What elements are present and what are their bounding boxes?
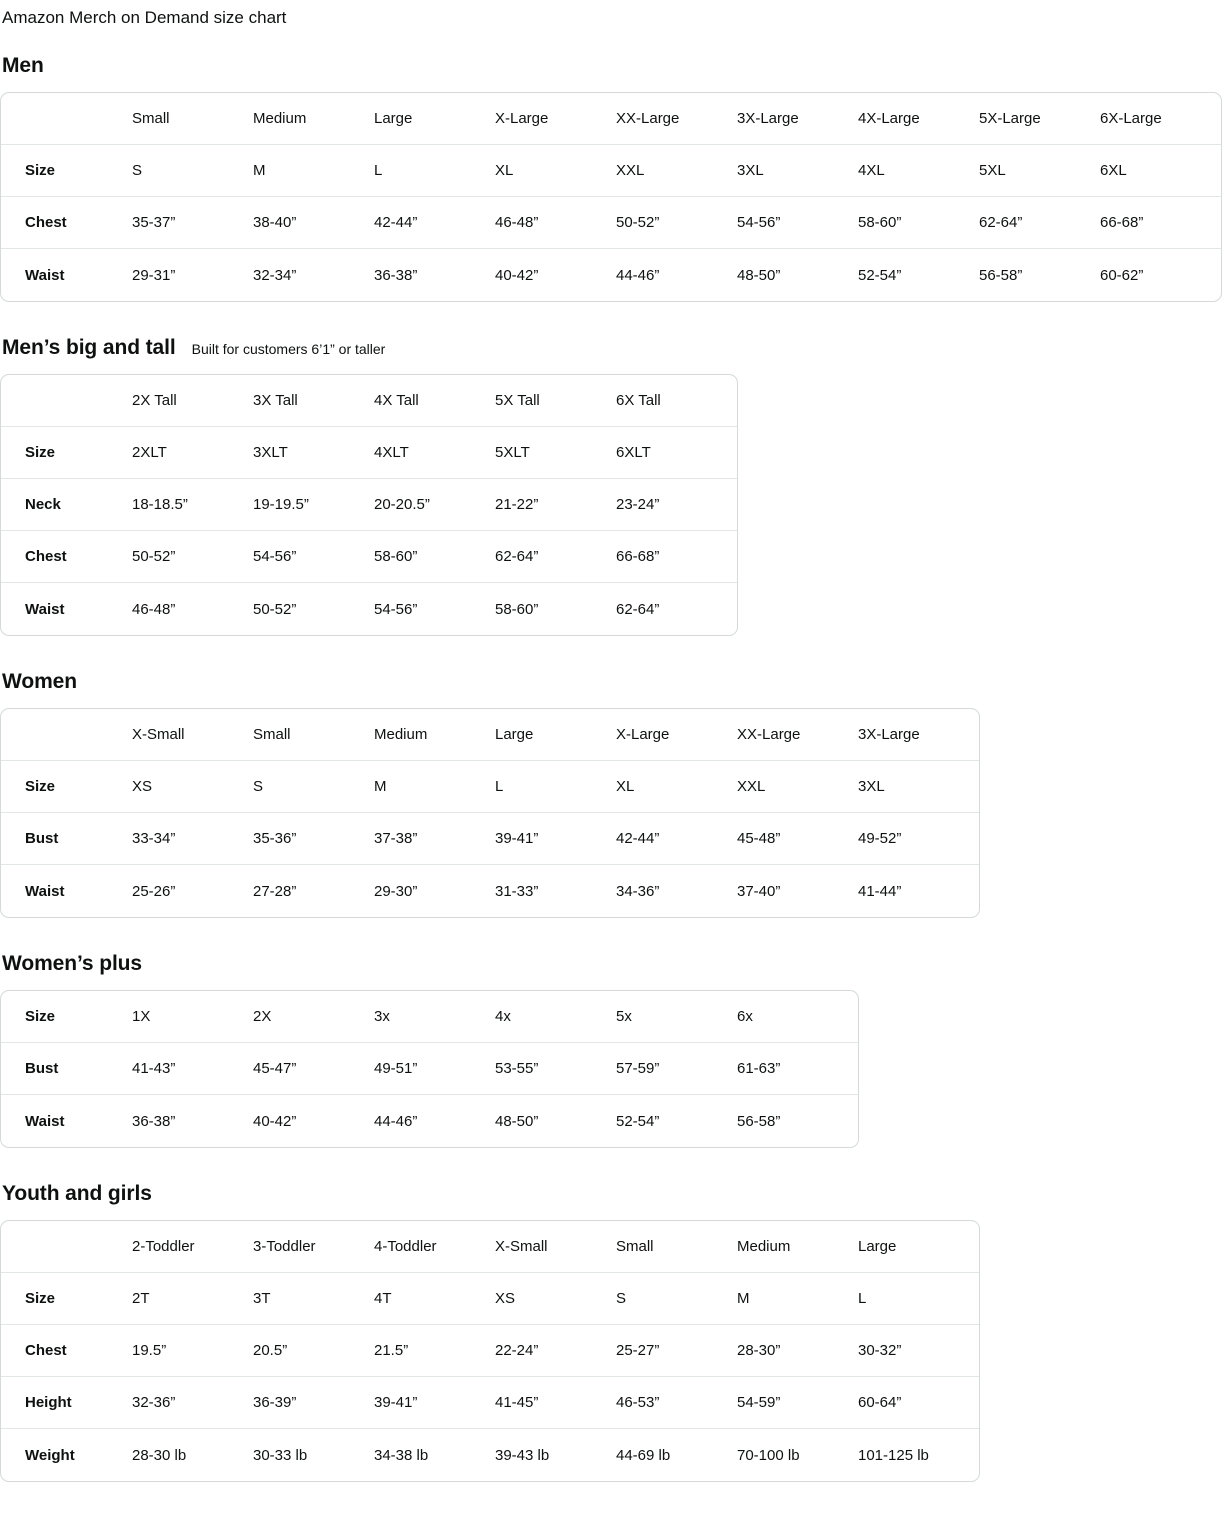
table-cell: 25-27” (616, 1325, 737, 1377)
table-row (1, 145, 1221, 197)
table-cell: 3XL (737, 145, 858, 197)
table-cell: 54-56” (253, 531, 374, 583)
table-cell: XS (495, 1273, 616, 1325)
column-header: 3X Tall (253, 375, 374, 427)
column-header: Small (616, 1221, 737, 1273)
table-cell: 25-26” (132, 882, 176, 900)
column-header: 5X Tall (495, 375, 616, 427)
row-header: Chest (1, 531, 132, 583)
table-cell: 20.5” (253, 1325, 374, 1377)
column-header: X-Small (132, 709, 253, 761)
table-cell: 30-32” (858, 1325, 979, 1377)
table-cell: 46-53” (616, 1377, 737, 1429)
row-header: Size (1, 761, 132, 813)
table-cell: 32-36” (132, 1377, 253, 1429)
table-cell: 3XLT (253, 427, 374, 479)
table-cell: 1X (132, 991, 253, 1043)
section-title: Women (2, 670, 77, 693)
table-cell: M (253, 145, 374, 197)
table-cell: 50-52” (253, 600, 297, 618)
table-cell: 22-24” (495, 1325, 616, 1377)
table-cell: 48-50” (737, 266, 781, 284)
size-table (0, 708, 980, 918)
table-cell: 52-54” (858, 266, 902, 284)
table-cell: 58-60” (495, 600, 539, 618)
table-cell: 58-60” (374, 531, 495, 583)
table-row (1, 1043, 858, 1095)
section-header (2, 54, 1222, 78)
table-row (1, 1273, 979, 1325)
section-men (0, 54, 1222, 302)
table-row (1, 427, 737, 479)
section-title: Men (2, 54, 44, 77)
table-cell: 39-43 lb (495, 1446, 550, 1464)
table-cell: 29-31” (132, 266, 176, 284)
table-cell: 4x (495, 991, 616, 1043)
column-header: 4-Toddler (374, 1221, 495, 1273)
column-header: Medium (374, 709, 495, 761)
table-cell: 66-68” (616, 531, 737, 583)
section-title: Women’s plus (2, 952, 142, 975)
row-header: Size (1, 145, 132, 197)
table-row (1, 1429, 979, 1481)
table-cell: 5XLT (495, 427, 616, 479)
table-cell: 44-46” (616, 266, 660, 284)
row-header: Neck (1, 479, 132, 531)
table-cell: 52-54” (616, 1112, 660, 1130)
table-cell: 42-44” (616, 813, 737, 865)
row-header: Chest (1, 197, 132, 249)
sections-container (0, 54, 1222, 1482)
table-cell: M (374, 761, 495, 813)
row-header: Bust (1, 813, 132, 865)
column-header: X-Large (495, 93, 616, 145)
table-cell: 39-41” (374, 1377, 495, 1429)
table-row (1, 1377, 979, 1429)
section-title: Youth and girls (2, 1182, 152, 1205)
table-cell: 36-38” (374, 266, 418, 284)
section-title: Men’s big and tall (2, 336, 176, 359)
table-cell: 45-48” (737, 813, 858, 865)
table-cell: 35-37” (132, 197, 253, 249)
table-cell: 6XL (1100, 145, 1221, 197)
table-cell: 31-33” (495, 882, 539, 900)
column-header: Large (858, 1221, 979, 1273)
table-cell: 50-52” (616, 197, 737, 249)
section-women (0, 670, 1222, 918)
table-cell: 30-33 lb (253, 1446, 308, 1464)
table-cell: 36-38” (132, 1112, 176, 1130)
table-cell: 37-38” (374, 813, 495, 865)
table-cell: 2XLT (132, 427, 253, 479)
table-cell: 61-63” (737, 1043, 858, 1095)
column-header: 4X Tall (374, 375, 495, 427)
table-cell: 40-42” (495, 266, 539, 284)
row-header: Size (1, 427, 132, 479)
table-cell: 18-18.5” (132, 479, 253, 531)
table-cell: 34-36” (616, 882, 660, 900)
section-header (2, 670, 1222, 694)
table-cell: 46-48” (495, 197, 616, 249)
table-cell: XL (495, 145, 616, 197)
column-header: XX-Large (737, 709, 858, 761)
row-header: Size (1, 991, 132, 1043)
table-cell: 19.5” (132, 1325, 253, 1377)
table-cell: 50-52” (132, 531, 253, 583)
table-cell: 54-56” (374, 600, 418, 618)
table-cell: 41-45” (495, 1377, 616, 1429)
table-row (1, 813, 979, 865)
column-header: 6X-Large (1100, 93, 1221, 145)
table-cell: 49-51” (374, 1043, 495, 1095)
table-cell: 3T (253, 1273, 374, 1325)
table-cell: 42-44” (374, 197, 495, 249)
table-cell: 35-36” (253, 813, 374, 865)
row-header: Waist (25, 1112, 65, 1130)
section-note: Built for customers 6’1” or taller (191, 341, 386, 357)
table-cell: M (737, 1273, 858, 1325)
table-cell: 3x (374, 991, 495, 1043)
column-header: Medium (253, 93, 374, 145)
section-mens-big-and-tall (0, 336, 1222, 636)
table-cell: 33-34” (132, 813, 253, 865)
size-table (0, 374, 738, 636)
table-cell: 44-46” (374, 1112, 418, 1130)
table-cell: 32-34” (253, 266, 297, 284)
table-cell: 34-38 lb (374, 1446, 429, 1464)
size-table (0, 92, 1222, 302)
table-cell: 54-56” (737, 197, 858, 249)
column-header: Medium (737, 1221, 858, 1273)
section-youth-and-girls (0, 1182, 1222, 1482)
table-cell: S (616, 1273, 737, 1325)
table-row (1, 583, 737, 635)
header-corner-cell (1, 93, 132, 145)
column-header: 5X-Large (979, 93, 1100, 145)
table-cell: XXL (737, 761, 858, 813)
table-cell: 58-60” (858, 197, 979, 249)
table-cell: 53-55” (495, 1043, 616, 1095)
table-cell: S (253, 761, 374, 813)
column-header: 3-Toddler (253, 1221, 374, 1273)
table-cell: 57-59” (616, 1043, 737, 1095)
table-cell: 19-19.5” (253, 479, 374, 531)
table-cell: 62-64” (616, 600, 660, 618)
column-header: Large (495, 709, 616, 761)
size-table (0, 990, 859, 1148)
table-cell: XXL (616, 145, 737, 197)
header-corner-cell (1, 709, 132, 761)
table-cell: 38-40” (253, 197, 374, 249)
table-cell: 101-125 lb (858, 1446, 929, 1464)
table-header-row (1, 375, 737, 427)
table-cell: 27-28” (253, 882, 297, 900)
table-cell: 66-68” (1100, 197, 1221, 249)
column-header: 2-Toddler (132, 1221, 253, 1273)
row-header: Waist (25, 882, 65, 900)
section-header (2, 336, 1222, 360)
table-row (1, 1095, 858, 1147)
table-cell: XS (132, 761, 253, 813)
table-cell: 6XLT (616, 427, 737, 479)
row-header: Chest (1, 1325, 132, 1377)
table-cell: L (495, 761, 616, 813)
table-row (1, 197, 1221, 249)
table-row (1, 531, 737, 583)
column-header: Small (132, 93, 253, 145)
table-cell: 4XLT (374, 427, 495, 479)
section-header (2, 1182, 1222, 1206)
table-cell: 2T (132, 1273, 253, 1325)
table-row (1, 761, 979, 813)
table-cell: 62-64” (495, 531, 616, 583)
table-cell: 41-44” (858, 882, 902, 900)
table-cell: 5x (616, 991, 737, 1043)
table-cell: S (132, 145, 253, 197)
table-cell: 36-39” (253, 1377, 374, 1429)
row-header: Waist (25, 266, 65, 284)
row-header: Bust (1, 1043, 132, 1095)
table-row (1, 249, 1221, 301)
page-title: Amazon Merch on Demand size chart (2, 8, 287, 27)
table-cell: 70-100 lb (737, 1446, 800, 1464)
row-header: Height (1, 1377, 132, 1429)
table-header-row (1, 1221, 979, 1273)
column-header: 2X Tall (132, 375, 253, 427)
table-cell: 56-58” (979, 266, 1023, 284)
table-cell: 44-69 lb (616, 1446, 671, 1464)
table-cell: 37-40” (737, 882, 781, 900)
table-cell: XL (616, 761, 737, 813)
table-cell: 4XL (858, 145, 979, 197)
table-cell: 20-20.5” (374, 479, 495, 531)
table-cell: 62-64” (979, 197, 1100, 249)
table-cell: 6x (737, 991, 858, 1043)
column-header: 3X-Large (858, 709, 979, 761)
table-cell: 49-52” (858, 813, 979, 865)
table-header-row (1, 93, 1221, 145)
table-cell: L (374, 145, 495, 197)
table-header-row (1, 709, 979, 761)
table-cell: 54-59” (737, 1377, 858, 1429)
table-row (1, 479, 737, 531)
row-header: Size (1, 1273, 132, 1325)
table-cell: 3XL (858, 761, 979, 813)
table-row (1, 991, 858, 1043)
table-row (1, 865, 979, 917)
table-cell: 41-43” (132, 1043, 253, 1095)
column-header: 3X-Large (737, 93, 858, 145)
section-womens-plus (0, 952, 1222, 1148)
table-cell: 29-30” (374, 882, 418, 900)
table-cell: L (858, 1273, 979, 1325)
table-row (1, 1325, 979, 1377)
row-header: Waist (25, 600, 65, 618)
table-cell: 28-30” (737, 1325, 858, 1377)
table-cell: 28-30 lb (132, 1446, 187, 1464)
table-cell: 2X (253, 991, 374, 1043)
table-cell: 23-24” (616, 479, 737, 531)
table-cell: 56-58” (737, 1112, 781, 1130)
table-cell: 21-22” (495, 479, 616, 531)
row-header: Weight (25, 1446, 75, 1464)
column-header: XX-Large (616, 93, 737, 145)
header-corner-cell (1, 1221, 132, 1273)
table-cell: 60-62” (1100, 266, 1144, 284)
table-cell: 40-42” (253, 1112, 297, 1130)
section-header (2, 952, 1222, 976)
table-cell: 45-47” (253, 1043, 374, 1095)
table-cell: 60-64” (858, 1377, 979, 1429)
size-table (0, 1220, 980, 1482)
column-header: 4X-Large (858, 93, 979, 145)
table-cell: 39-41” (495, 813, 616, 865)
table-cell: 46-48” (132, 600, 176, 618)
header-corner-cell (1, 375, 132, 427)
table-cell: 21.5” (374, 1325, 495, 1377)
column-header: 6X Tall (616, 375, 737, 427)
table-cell: 5XL (979, 145, 1100, 197)
column-header: Large (374, 93, 495, 145)
table-cell: 4T (374, 1273, 495, 1325)
column-header: Small (253, 709, 374, 761)
column-header: X-Small (495, 1221, 616, 1273)
table-cell: 48-50” (495, 1112, 539, 1130)
column-header: X-Large (616, 709, 737, 761)
